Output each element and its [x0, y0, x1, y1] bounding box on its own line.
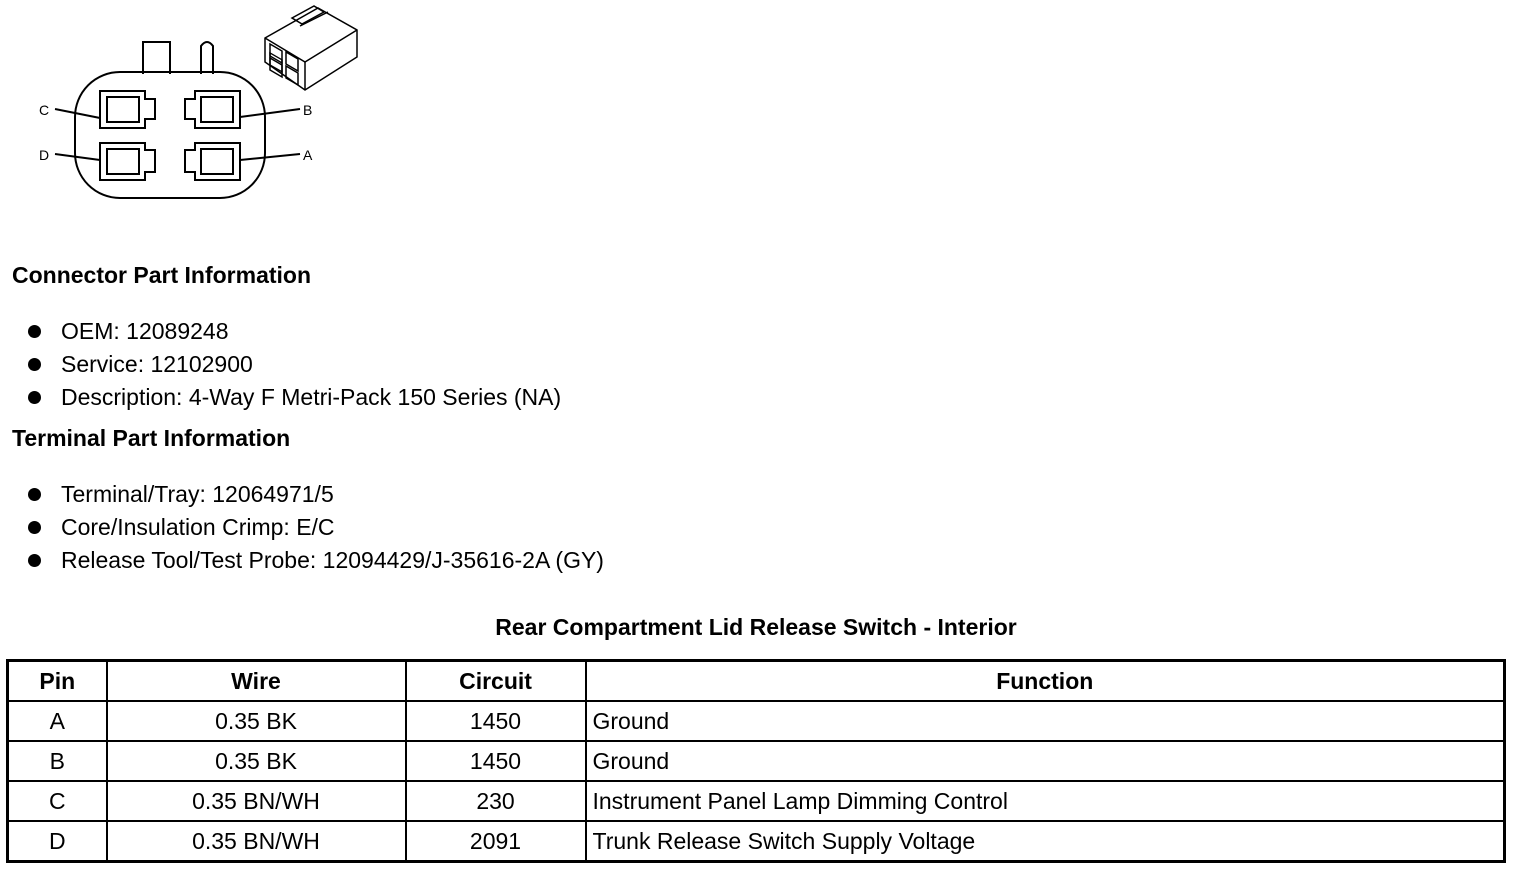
list-item — [28, 381, 561, 414]
list-item-text: OEM: 12089248 — [61, 318, 229, 344]
table-row — [8, 821, 1505, 862]
bullet-icon — [28, 488, 41, 501]
cell-wire: 0.35 BK — [107, 701, 406, 741]
cell-circuit: 2091 — [406, 821, 586, 862]
connector-peg — [201, 42, 213, 74]
table-row — [8, 741, 1505, 781]
table-row — [8, 701, 1505, 741]
list-item — [28, 348, 561, 381]
bullet-icon — [28, 521, 41, 534]
cell-pin: C — [8, 781, 107, 821]
list-item — [28, 544, 604, 577]
cell-function: Trunk Release Switch Supply Voltage — [586, 821, 1505, 862]
cell-pin: D — [8, 821, 107, 862]
cavity-a — [185, 143, 240, 180]
bullet-icon — [28, 325, 41, 338]
terminal-info-list — [28, 478, 604, 577]
terminal-info-heading: Terminal Part Information — [12, 425, 291, 451]
cell-circuit: 1450 — [406, 741, 586, 781]
pin-label-c: C — [39, 102, 50, 118]
cavity-c — [100, 91, 155, 128]
cell-pin: B — [8, 741, 107, 781]
column-header-pin: Pin — [8, 661, 107, 702]
cell-function: Ground — [586, 701, 1505, 741]
list-item — [28, 511, 604, 544]
connector-latch — [143, 42, 170, 74]
connector-diagram — [0, 0, 380, 215]
bullet-icon — [28, 358, 41, 371]
cell-function: Instrument Panel Lamp Dimming Control — [586, 781, 1505, 821]
table-title: Rear Compartment Lid Release Switch - Interior — [495, 614, 1017, 640]
bullet-icon — [28, 554, 41, 567]
pin-label-d: D — [39, 147, 50, 163]
column-header-function: Function — [586, 661, 1505, 702]
pin-label-b: B — [303, 102, 313, 118]
list-item — [28, 315, 561, 348]
connector-thumbnail — [265, 6, 357, 90]
cell-circuit: 1450 — [406, 701, 586, 741]
cell-wire: 0.35 BK — [107, 741, 406, 781]
column-header-wire: Wire — [107, 661, 406, 702]
connector-info-list — [28, 315, 561, 414]
cell-wire: 0.35 BN/WH — [107, 781, 406, 821]
column-header-circuit: Circuit — [406, 661, 586, 702]
connector-info-heading: Connector Part Information — [12, 262, 312, 288]
cavity-d — [100, 143, 155, 180]
pinout-table — [6, 659, 1506, 863]
list-item-text: Service: 12102900 — [61, 351, 253, 377]
cavity-b — [185, 91, 240, 128]
list-item-text: Description: 4-Way F Metri-Pack 150 Series (NA) — [61, 384, 562, 410]
list-item-text: Terminal/Tray: 12064971/5 — [61, 481, 334, 507]
cell-circuit: 230 — [406, 781, 586, 821]
pin-label-a: A — [303, 147, 313, 163]
cell-pin: A — [8, 701, 107, 741]
list-item — [28, 478, 604, 511]
bullet-icon — [28, 391, 41, 404]
list-item-text: Core/Insulation Crimp: E/C — [61, 514, 335, 540]
table-row — [8, 781, 1505, 821]
list-item-text: Release Tool/Test Probe: 12094429/J-35616-2A (GY) — [61, 547, 604, 573]
cell-wire: 0.35 BN/WH — [107, 821, 406, 862]
cell-function: Ground — [586, 741, 1505, 781]
table-header-row — [8, 661, 1505, 702]
